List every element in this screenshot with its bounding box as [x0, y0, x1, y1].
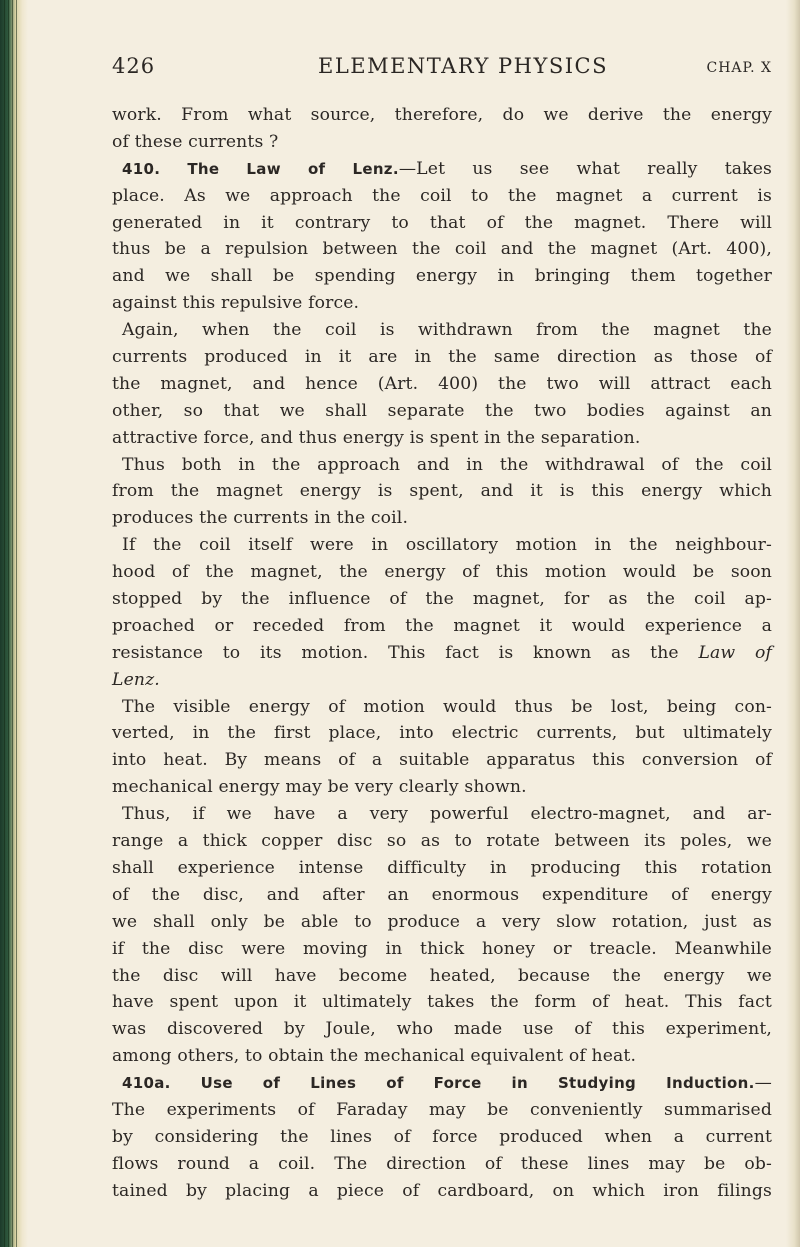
chapter-label: CHAP. X — [706, 60, 772, 76]
line-text: flows round a coil. The direction of these lines may be ob- — [112, 1153, 772, 1174]
text-line — [112, 425, 772, 452]
line-text: Thus, if we have a very powerful electro-magnet, and ar- — [122, 804, 772, 825]
text-line — [112, 882, 772, 909]
text-line — [112, 936, 772, 963]
text-line — [112, 1124, 772, 1151]
line-text: by considering the lines of force produced when a current — [112, 1126, 772, 1147]
text-line — [112, 720, 772, 747]
line-text: The visible energy of motion would thus be lost, being con- — [122, 696, 772, 717]
text-line — [112, 640, 772, 667]
line-text: stopped by the influence of the magnet, for as the coil ap- — [112, 589, 772, 610]
text-line — [112, 398, 772, 425]
text-line — [112, 586, 772, 613]
text-line — [112, 747, 772, 774]
text-line — [112, 236, 772, 263]
line-text: mechanical energy may be very clearly shown. — [112, 777, 527, 798]
text-line — [112, 855, 772, 882]
line-text: we shall only be able to produce a very slow rotation, just as — [112, 911, 772, 932]
line-text: of these currents ? — [112, 131, 279, 152]
text-line — [112, 1043, 772, 1070]
text-line — [112, 613, 772, 640]
spine-texture — [4, 0, 20, 1247]
text-line — [112, 290, 772, 317]
running-header — [112, 54, 772, 88]
text-line — [112, 801, 772, 828]
line-text: attractive force, and thus energy is spent in the separation. — [112, 427, 641, 448]
text-line — [112, 344, 772, 371]
line-text: of the disc, and after an enormous expenditure of energy — [112, 884, 772, 905]
line-text: —Let us see what really takes — [398, 158, 773, 179]
text-line — [112, 102, 772, 129]
line-text: other, so that we shall separate the two bodies against an — [112, 400, 772, 421]
line-text: have spent upon it ultimately takes the form of heat. This fact — [112, 992, 772, 1013]
text-line — [112, 317, 772, 344]
line-text: produces the currents in the coil. — [112, 508, 409, 529]
line-text: into heat. By means of a suitable apparatus this conversion of — [112, 750, 772, 771]
page-number: 426 — [112, 54, 156, 78]
line-text: among others, to obtain the mechanical equivalent of heat. — [112, 1046, 637, 1067]
text-line — [112, 1178, 772, 1205]
line-text: and we shall be spending energy in bringing them together — [112, 266, 772, 287]
text-line — [112, 1151, 772, 1178]
line-text: if the disc were moving in thick honey or treacle. Meanwhile — [112, 938, 772, 959]
line-text: currents produced in it are in the same direction as those of — [112, 347, 772, 368]
text-line — [112, 774, 772, 801]
line-text: Thus both in the approach and in the withdrawal of the coil — [122, 454, 772, 475]
text-line — [112, 532, 772, 559]
line-text: proached or receded from the magnet it would experience a — [112, 615, 772, 636]
book-page — [112, 54, 772, 1205]
text-line — [112, 452, 772, 479]
line-text: If the coil itself were in oscillatory motion in the neighbour- — [122, 535, 772, 556]
text-line — [112, 667, 772, 694]
text-line — [112, 989, 772, 1016]
text-line — [112, 263, 772, 290]
text-line — [112, 828, 772, 855]
line-text: range a thick copper disc so as to rotate between its poles, we — [112, 831, 772, 852]
text-line — [112, 129, 772, 156]
line-text: resistance to its motion. This fact is known as the — [112, 642, 679, 663]
page-edge — [786, 0, 800, 1247]
section-heading: 410a. Use of Lines of Force in Studying Induction. — [122, 1074, 755, 1093]
text-line — [112, 1097, 772, 1124]
text-line — [112, 559, 772, 586]
line-text: from the magnet energy is spent, and it is this energy which — [112, 481, 772, 502]
line-text: shall experience intense difficulty in producing this rotation — [112, 857, 772, 878]
line-text: the magnet, and hence (Art. 400) the two will attract each — [112, 373, 772, 394]
line-text: was discovered by Joule, who made use of this experiment, — [112, 1019, 772, 1040]
line-text: place. As we approach the coil to the magnet a current is — [112, 185, 772, 206]
running-title: ELEMENTARY PHYSICS — [318, 54, 608, 78]
section-heading: 410. The Law of Lenz. — [122, 159, 399, 178]
line-text: work. From what source, therefore, do we derive the energy — [112, 105, 772, 125]
book-spine-shadow — [0, 0, 28, 1247]
text-line — [112, 963, 772, 990]
line-text: The experiments of Faraday may be conveniently summarised — [112, 1099, 772, 1120]
text-line — [112, 909, 772, 936]
text-line — [112, 156, 772, 183]
line-text: verted, in the first place, into electric currents, but ultimately — [112, 723, 772, 744]
line-text: hood of the magnet, the energy of this motion would be soon — [112, 562, 772, 583]
text-line — [112, 371, 772, 398]
line-text: the disc will have become heated, because the energy we — [112, 965, 772, 986]
text-line — [112, 505, 772, 532]
line-text: — — [754, 1073, 772, 1094]
page-body — [112, 102, 772, 1205]
text-line — [112, 478, 772, 505]
text-line — [112, 1070, 772, 1097]
line-text: generated in it contrary to that of the magnet. There will — [112, 212, 772, 233]
line-text: tained by placing a piece of cardboard, on which iron filings — [112, 1180, 772, 1201]
line-text: Again, when the coil is withdrawn from the magnet the — [122, 320, 772, 341]
italic-text: Law of — [698, 642, 772, 663]
italic-text: Lenz. — [112, 669, 160, 690]
text-line — [112, 1016, 772, 1043]
line-text: thus be a repulsion between the coil and the magnet (Art. 400), — [112, 239, 772, 260]
line-text: against this repulsive force. — [112, 293, 360, 314]
text-line — [112, 210, 772, 237]
text-line — [112, 694, 772, 721]
text-line — [112, 183, 772, 210]
